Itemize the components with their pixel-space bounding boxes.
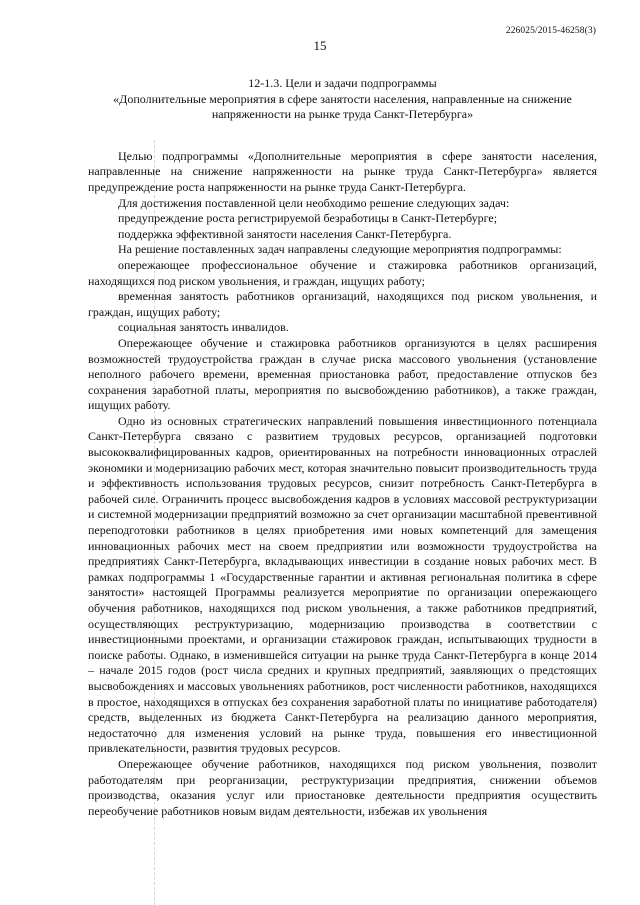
task-item-2: поддержка эффективной занятости населения Санкт-Петербурга. — [118, 226, 452, 241]
document-number: 226025/2015-46258(3) — [505, 26, 596, 36]
paragraph-goal: Целью подпрограммы «Дополнительные мероприятия в сфере занятости населения, направленные на снижение напряженности на рынке труда Санкт-Петербурга» является предупреждение роста напряженности на рынке труда Санкт-Петербурга. — [88, 148, 597, 194]
task-item-1: предупреждение роста регистрируемой безработицы в Санкт-Петербурге; — [118, 211, 498, 226]
section-title: 12-1.3. Цели и задачи подпрограммы — [248, 76, 437, 90]
section-subtitle-line-2: напряженности на рынке труда Санкт-Петербурга» — [211, 107, 474, 122]
section-subtitle-line-1: «Дополнительные мероприятия в сфере занятости населения, направленные на снижение — [113, 91, 572, 106]
measure-item-2: временная занятость работников организаций, находящихся под риском увольнения, и граждан, ищущих работу; — [88, 289, 597, 319]
paragraph-tasks-intro: Для достижения поставленной цели необходимо решение следующих задач: — [118, 195, 510, 210]
measure-item-3: социальная занятость инвалидов. — [118, 320, 289, 335]
paragraph-strategy: Одно из основных стратегических направлений повышения инвестиционного потенциала Санкт-Петербурга связано с развитием трудовых ресурсов, организацией подготовки высококвалифицированных кадров, ориентированных на потребности инновационных отраслей экономики и модернизацию рабочих мест, которая значительно повысит производительность труда и эффективность использования трудовых ресурсов, снизит потребность Санкт-Петербурга в рабочей силе. Ограничить процесс высвобождения кадров в условиях массовой реструктуризации и системной модернизации предприятий возможно за счет организации масштабной превентивной переподготовки работников в целях приобретения ими новых компетенций для замещения инновационных рабочих мест на своем предприятии или возможности трудоустройства на предприятиях Санкт-Петербурга, вкладывающих инвестиции в создание новых рабочих мест. В рамках подпрограммы 1 «Государственные гарантии и активная региональная политика в сфере занятости» настоящей Программы реализуется мероприятие по организации опережающего обучения работников, находящихся под риском увольнения, а также работников предприятий, осуществляющих реструктуризацию, модернизацию производства в соответствии с инвестиционными проектами, и организации стажировок граждан, испытывающих трудности в поиске работы. Однако, в изменившейся ситуации на рынке труда Санкт-Петербурга в конце 2014 – начале 2015 годов (рост числа средних и крупных предприятий, заявляющих о предстоящих высвобождениях и массовых увольнениях работников, рост численности работников, находящихся в простое, находящихся в отпусках без сохранения заработной платы по инициативе работодателя) средств, выделенных из бюджета Санкт-Петербурга на реализацию данного мероприятия, недостаточно для изменения условий на рынке труда, повышения его инвестиционной привлекательности, развития трудовых ресурсов. — [88, 413, 597, 756]
paragraph-training-purpose: Опережающее обучение и стажировка работников организуются в целях расширения возможностей трудоустройства граждан в случае риска массового увольнения (установление неполного рабочего времени, временная приостановка работ, предоставление отпусков без сохранения заработной платы, мероприятия по высвобождению работников), а также граждан, ищущих работу. — [88, 335, 597, 413]
page-number: 15 — [313, 38, 327, 53]
paragraph-measures-intro: На решение поставленных задач направлены следующие мероприятия подпрограммы: — [118, 242, 562, 257]
paragraph-advance-training: Опережающее обучение работников, находящихся под риском увольнения, позволит работодателям при реорганизации, реструктуризации предприятия, снижении объемов производства, оказания услуг или приостановке деятельности предприятия осуществить переобучение работников новым видам деятельности, избежав их увольнения — [88, 756, 597, 818]
heading-spacer — [88, 123, 597, 149]
measure-item-1: опережающее профессиональное обучение и стажировка работников организаций, находящихся под риском увольнения, и граждан, ищущих работу; — [88, 257, 597, 288]
document-body — [88, 76, 597, 819]
